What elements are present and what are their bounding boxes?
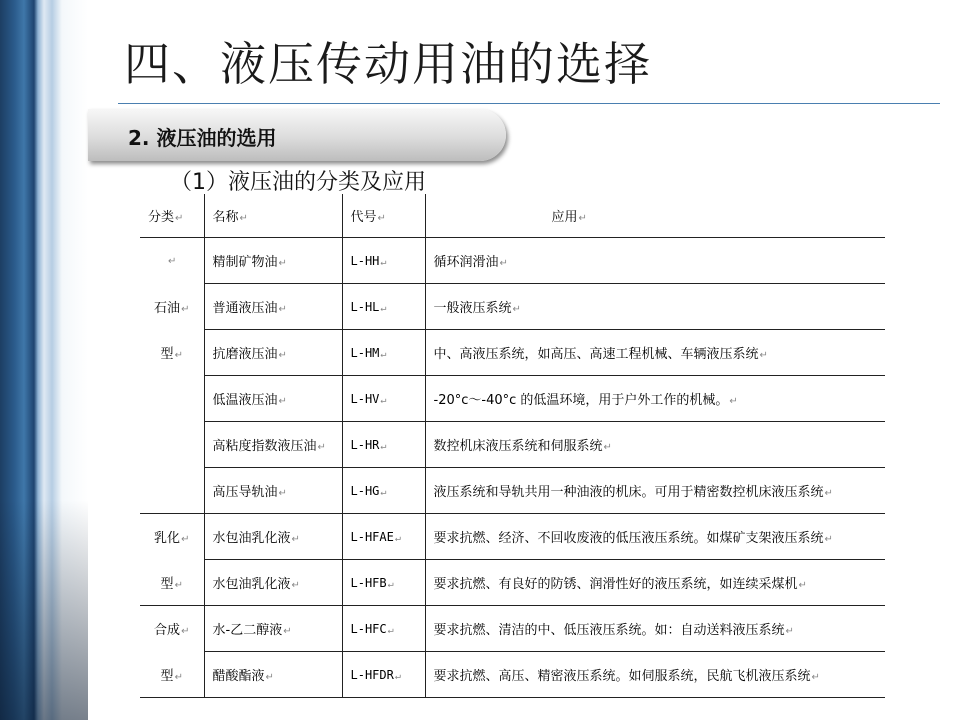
paragraph-mark-icon: ↵ (181, 626, 190, 638)
paragraph-mark-icon: ↵ (174, 671, 183, 683)
paragraph-mark-icon: ↵ (578, 213, 587, 224)
code-cell: L-HM↵ (342, 330, 425, 376)
name-cell: 普通液压油↵ (204, 284, 342, 330)
application-cell: 要求抗燃、清洁的中、低压液压系统。如：自动送料液压系统↵ (425, 606, 885, 652)
header-name: 名称↵ (204, 194, 342, 238)
category-cell (140, 468, 204, 514)
paragraph-mark-icon: ↵ (380, 348, 387, 360)
paragraph-mark-icon: ↵ (380, 394, 387, 406)
header-code: 代号↵ (342, 194, 425, 238)
name-cell: 精制矿物油↵ (204, 238, 342, 284)
code-cell: L-HFAE↵ (342, 514, 425, 560)
paragraph-mark-icon: ↵ (499, 258, 508, 269)
header-application: 应用↵ (425, 194, 885, 238)
paragraph-mark-icon: ↵ (291, 534, 300, 545)
table-row (140, 376, 885, 422)
application-cell: 一般液压系统↵ (425, 284, 885, 330)
paragraph-mark-icon: ↵ (174, 350, 183, 361)
code-cell: L-HG↵ (342, 468, 425, 514)
paragraph-mark-icon: ↵ (317, 442, 326, 453)
paragraph-mark-icon: ↵ (174, 579, 183, 591)
paragraph-mark-icon: ↵ (181, 534, 190, 546)
category-cell (140, 376, 204, 422)
table-row (140, 422, 885, 468)
paragraph-mark-icon: ↵ (824, 488, 833, 499)
category-cell: 合成↵ (154, 623, 190, 639)
category-cell: 型↵ (160, 347, 183, 362)
code-cell: L-HFC↵ (342, 606, 425, 652)
name-cell: 高粘度指数液压油↵ (204, 422, 342, 468)
name-cell: 低温液压油↵ (204, 376, 342, 422)
paragraph-mark-icon: ↵ (265, 672, 274, 683)
paragraph-mark-icon: ↵ (283, 626, 292, 637)
header-category: 分类↵ (140, 194, 204, 238)
table-row (140, 238, 885, 284)
paragraph-mark-icon: ↵ (278, 350, 287, 361)
paragraph-mark-icon: ↵ (278, 258, 287, 269)
table-row (140, 330, 885, 376)
table-row (140, 514, 885, 560)
category-cell (140, 238, 204, 284)
paragraph-mark-icon: ↵ (168, 256, 177, 268)
code-cell: L-HL↵ (342, 284, 425, 330)
name-cell: 水-乙二醇液↵ (204, 606, 342, 652)
section-banner (88, 109, 506, 161)
code-cell: L-HV↵ (342, 376, 425, 422)
category-cell (140, 422, 204, 468)
application-cell: 要求抗燃、高压、精密液压系统。如伺服系统，民航飞机液压系统↵ (425, 652, 885, 698)
name-cell: 抗磨液压油↵ (204, 330, 342, 376)
application-cell: 循环润滑油↵ (425, 238, 885, 284)
paragraph-mark-icon: ↵ (798, 580, 807, 591)
paragraph-mark-icon: ↵ (291, 580, 300, 591)
paragraph-mark-icon: ↵ (380, 302, 387, 314)
oil-classification-table (140, 194, 885, 698)
application-cell: 数控机床液压系统和伺服系统↵ (425, 422, 885, 468)
application-cell: 要求抗燃、有良好的防锈、润滑性好的液压系统，如连续采煤机↵ (425, 560, 885, 606)
paragraph-mark-icon: ↵ (394, 670, 401, 682)
paragraph-mark-icon: ↵ (181, 304, 190, 315)
code-cell: L-HFB↵ (342, 560, 425, 606)
paragraph-mark-icon: ↵ (824, 534, 833, 545)
page-title: 四、液压传动用油的选择 (124, 37, 652, 91)
section-label: 2. 液压油的选用 (128, 126, 277, 150)
paragraph-mark-icon: ↵ (175, 213, 184, 224)
table-row (140, 560, 885, 606)
paragraph-mark-icon: ↵ (759, 350, 768, 361)
paragraph-mark-icon: ↵ (278, 304, 287, 315)
category-cell: 型↵ (140, 560, 204, 606)
application-cell: 液压系统和导轨共用一种油液的机床。可用于精密数控机床液压系统↵ (425, 468, 885, 514)
table-row (140, 652, 885, 698)
code-cell: L-HFDR↵ (342, 652, 425, 698)
paragraph-mark-icon: ↵ (278, 488, 287, 499)
code-cell: L-HR↵ (342, 422, 425, 468)
paragraph-mark-icon: ↵ (811, 672, 820, 683)
paragraph-mark-icon: ↵ (785, 626, 794, 637)
name-cell: 醋酸酯液↵ (204, 652, 342, 698)
paragraph-mark-icon: ↵ (603, 442, 612, 453)
category-cell: 型↵ (140, 652, 204, 698)
table-row (140, 468, 885, 514)
paragraph-mark-icon: ↵ (380, 486, 387, 498)
paragraph-mark-icon: ↵ (239, 213, 248, 224)
code-cell: L-HH↵ (342, 238, 425, 284)
name-cell: 水包油乳化液↵ (204, 514, 342, 560)
application-cell: 要求抗燃、经济、不回收废液的低压液压系统。如煤矿支架液压系统↵ (425, 514, 885, 560)
paragraph-mark-icon: ↵ (387, 624, 394, 636)
paragraph-mark-icon: ↵ (729, 396, 738, 407)
title-divider (118, 103, 940, 104)
left-decorative-band (0, 0, 88, 720)
paragraph-mark-icon: ↵ (394, 532, 401, 544)
table-header-row (140, 194, 885, 238)
paragraph-mark-icon: ↵ (512, 304, 521, 315)
category-cell: 乳化↵ (154, 531, 190, 547)
application-cell: -20°c～-40°c 的低温环境，用于户外工作的机械。↵ (425, 376, 885, 422)
name-cell: 水包油乳化液↵ (204, 560, 342, 606)
paragraph-mark-icon: ↵ (387, 578, 394, 590)
table-row (140, 284, 885, 330)
paragraph-mark-icon: ↵ (377, 213, 386, 224)
paragraph-mark-icon: ↵ (380, 440, 387, 452)
paragraph-mark-icon: ↵ (278, 396, 287, 407)
table-row (140, 606, 885, 652)
application-cell: 中、高液压系统，如高压、高速工程机械、车辆液压系统↵ (425, 330, 885, 376)
sub-heading: （1）液压油的分类及应用 (170, 170, 426, 195)
name-cell: 高压导轨油↵ (204, 468, 342, 514)
paragraph-mark-icon: ↵ (380, 256, 387, 268)
category-cell: 石油↵ (154, 301, 190, 316)
